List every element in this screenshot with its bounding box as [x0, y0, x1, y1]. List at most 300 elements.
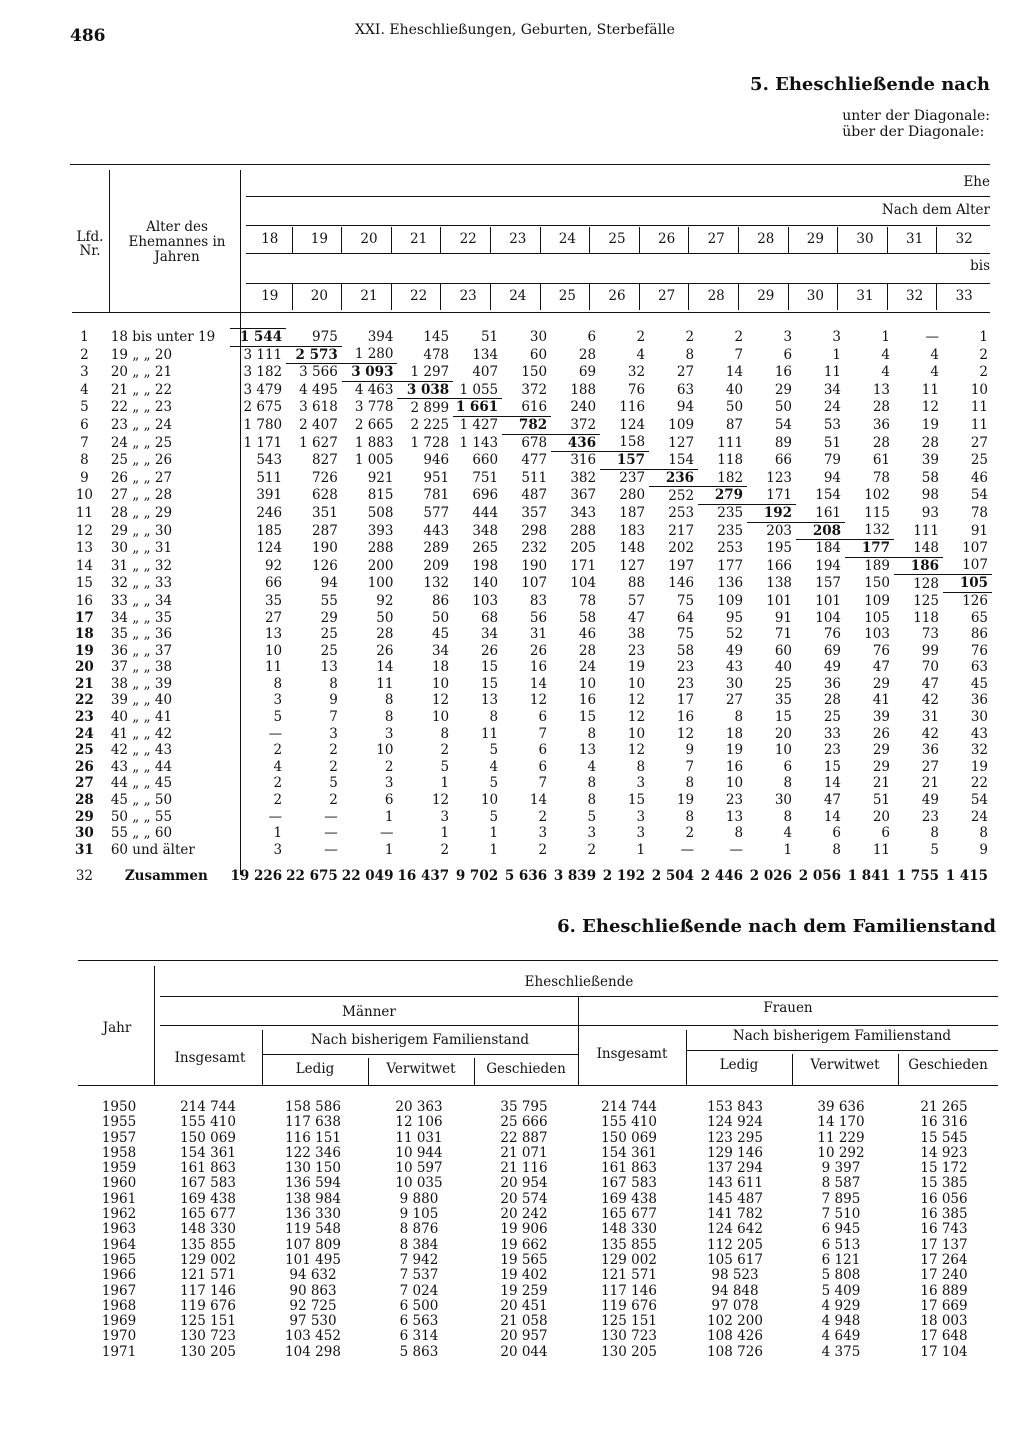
table-row	[72, 434, 992, 452]
table-cell: 158	[619, 434, 646, 451]
table-cell: 28	[578, 642, 597, 659]
table-cell: 93	[921, 504, 939, 521]
table-cell: 43	[725, 659, 744, 676]
table-cell: 8	[783, 808, 793, 825]
age-col-header: 19	[261, 288, 279, 304]
table-cell: 14	[376, 659, 394, 676]
table-cell: 2	[979, 346, 988, 363]
women-cell: 10 292	[817, 1144, 865, 1161]
table-row	[82, 1176, 994, 1191]
age-col-header: 32	[906, 288, 924, 304]
table-cell: 105	[943, 575, 992, 593]
jahr-header: Jahr	[102, 1020, 132, 1036]
table-cell: 316	[570, 452, 597, 469]
table-cell: 101	[815, 592, 842, 609]
row-number: 8	[80, 452, 89, 469]
table-cell: 1	[636, 841, 646, 858]
table-row	[72, 557, 992, 575]
table-cell: 3 778	[354, 399, 394, 416]
year-cell: 1965	[101, 1251, 137, 1268]
women-cell: 6 121	[821, 1251, 861, 1268]
age-group-label: 29 „ „ 30	[110, 522, 173, 539]
table-cell: 3	[329, 725, 338, 742]
table-cell: 53	[823, 416, 842, 433]
table-cell: 69	[823, 642, 842, 659]
table-cell: 357	[521, 504, 548, 521]
table-cell: 8	[832, 841, 842, 858]
table-cell: 3 111	[243, 346, 283, 363]
table-cell: 19	[627, 659, 646, 676]
table-cell: 47	[921, 675, 939, 692]
table-cell: 28	[872, 434, 890, 451]
table5-subrule-4	[246, 283, 990, 284]
row-number: 14	[75, 557, 93, 574]
age-col-divider	[490, 227, 491, 253]
table-cell: 26	[480, 642, 499, 659]
table-cell: 12	[676, 725, 695, 742]
table-cell: 111	[717, 434, 744, 451]
women-cell: 97 078	[711, 1297, 759, 1314]
table-cell: 54	[774, 416, 793, 433]
table-cell: 71	[774, 626, 793, 643]
row-number: 25	[75, 742, 94, 759]
table-cell: 26	[872, 725, 890, 742]
table-cell: —	[268, 725, 283, 742]
total-cell: 1 415	[945, 868, 988, 885]
table5-subrule-3	[246, 253, 990, 254]
row-number: 21	[75, 675, 94, 692]
table-cell: 15	[774, 709, 793, 726]
men-cell: 9 880	[399, 1190, 439, 1207]
table-cell: 1 728	[410, 434, 450, 451]
table-row	[82, 1131, 994, 1146]
table-cell: 79	[823, 452, 842, 469]
table-row	[82, 1100, 994, 1115]
table-cell: 10	[264, 642, 283, 659]
table-cell: 63	[970, 659, 988, 676]
table-cell: 3	[636, 825, 646, 842]
women-cell: 125 151	[601, 1313, 657, 1330]
table-cell: 29	[774, 381, 793, 398]
row-number: 13	[75, 540, 93, 557]
age-group-label: 41 „ „ 42	[110, 725, 173, 742]
women-cell: 102 200	[707, 1313, 763, 1330]
total-cell: 3 839	[553, 868, 597, 885]
men-cell: 10 597	[395, 1160, 443, 1177]
table-cell: 543	[256, 452, 283, 469]
table-cell: 40	[774, 659, 793, 676]
table-cell: 443	[423, 522, 450, 539]
table-cell: 54	[970, 792, 988, 809]
age-group-label: 20 „ „ 21	[110, 364, 173, 381]
age-group-label: 43 „ „ 44	[110, 758, 173, 775]
table-cell: 12	[627, 692, 646, 709]
table-row	[82, 1268, 994, 1283]
table-cell: 815	[367, 487, 394, 504]
age-col-divider	[887, 227, 888, 253]
table-cell: 628	[312, 487, 338, 504]
table-cell: 18	[725, 725, 744, 742]
table-cell: 10	[970, 381, 988, 398]
men-cell: 8 384	[399, 1236, 439, 1253]
age-col-divider	[639, 227, 640, 253]
table-cell: 58	[578, 609, 597, 626]
age-col-header: 30	[856, 231, 874, 247]
table-cell: 9	[329, 692, 338, 709]
table-cell: 8	[685, 775, 695, 792]
men-cell: 19 259	[500, 1282, 548, 1299]
age-col-header: 30	[806, 288, 824, 304]
table-cell: 921	[367, 469, 394, 486]
year-cell: 1958	[101, 1144, 137, 1161]
age-group-label: 40 „ „ 41	[110, 709, 173, 726]
men-cell: 121 571	[180, 1267, 236, 1284]
table-cell: 3 479	[243, 381, 283, 398]
table-cell: 10	[480, 792, 499, 809]
table-cell: 27	[970, 434, 988, 451]
table-cell: 2	[329, 742, 338, 759]
table-cell: 2	[538, 808, 548, 825]
table-cell: 4 495	[299, 381, 338, 398]
table-cell: 11	[823, 364, 842, 381]
table-cell: 27	[921, 758, 939, 775]
age-col-divider	[490, 284, 491, 310]
men-cell: 97 530	[289, 1313, 337, 1330]
table-cell: 391	[256, 487, 283, 504]
table-cell: 34	[431, 642, 450, 659]
table-cell: 287	[312, 522, 338, 539]
table-row	[72, 329, 992, 347]
table-cell: 13	[578, 742, 597, 759]
men-cell: 161 863	[180, 1160, 236, 1177]
men-cell: 21 071	[500, 1144, 548, 1161]
table-row	[82, 1284, 994, 1299]
table-cell: 36	[823, 675, 842, 692]
table-cell: 382	[570, 469, 597, 486]
table-cell: 50	[431, 609, 450, 626]
age-group-label: 38 „ „ 39	[110, 675, 173, 692]
age-group-label: 28 „ „ 29	[110, 504, 173, 521]
table-cell: 58	[921, 469, 939, 486]
age-col-divider	[540, 227, 541, 253]
table-cell: 65	[970, 609, 988, 626]
table-row	[72, 676, 992, 693]
table-cell: 10	[725, 775, 744, 792]
men-cell: 116 151	[285, 1129, 341, 1146]
table-cell: 367	[570, 487, 597, 504]
table-cell: 478	[423, 346, 450, 363]
nach-bisherigem-m-header: Nach bisherigem Familienstand	[310, 1032, 530, 1048]
total-cell: 2 446	[700, 868, 744, 885]
year-cell: 1969	[101, 1313, 137, 1330]
table-cell: 29	[872, 758, 890, 775]
table-cell: 1 297	[410, 363, 450, 380]
table-cell: 19	[676, 792, 695, 809]
table-cell: 32	[627, 364, 646, 381]
men-cell: 214 744	[180, 1099, 236, 1115]
age-group-label: 35 „ „ 36	[110, 626, 173, 643]
table-cell: 8	[587, 775, 597, 792]
men-cell: 10 944	[395, 1144, 443, 1161]
women-cell: 150 069	[601, 1129, 657, 1146]
table-cell: 34	[823, 381, 842, 398]
table-cell: 157	[815, 575, 842, 592]
row-number: 5	[80, 399, 89, 416]
men-cell: 7 537	[399, 1267, 439, 1284]
table-cell: 393	[367, 522, 394, 539]
diagonal-note-below: unter der Diagonale:	[842, 108, 990, 124]
table-cell: 678	[521, 434, 548, 451]
table-cell: 70	[921, 659, 939, 676]
table-cell: 46	[970, 469, 988, 486]
table-cell: 7	[734, 346, 744, 363]
year-cell: 1964	[101, 1236, 137, 1253]
women-cell: 17 669	[920, 1297, 968, 1314]
table-cell: 13	[264, 626, 283, 643]
table-cell: 75	[676, 626, 695, 643]
table-row	[72, 381, 992, 399]
table-cell: 289	[423, 540, 450, 557]
women-cell: 145 487	[707, 1190, 763, 1207]
age-col-header: 18	[261, 231, 279, 247]
age-col-divider	[936, 284, 937, 310]
men-cell: 21 058	[500, 1313, 548, 1330]
table-cell: 1	[384, 841, 394, 858]
table-cell: 16	[529, 659, 548, 676]
age-col-divider	[788, 227, 789, 253]
year-cell: 1950	[101, 1099, 137, 1115]
women-cell: 11 229	[817, 1129, 865, 1146]
table-row	[72, 504, 992, 522]
row-number: 20	[75, 659, 94, 676]
table6-top-rule	[78, 960, 998, 961]
table-cell: —	[680, 841, 695, 858]
table-cell: 22	[970, 775, 988, 792]
table-row	[72, 626, 992, 643]
women-cell: 16 056	[920, 1190, 968, 1207]
table-row	[82, 1207, 994, 1222]
page-number: 486	[70, 26, 106, 46]
table-cell: 2 407	[299, 416, 338, 433]
table-cell: 136	[717, 575, 744, 592]
total-cell: 5 636	[504, 868, 548, 885]
table-cell: 54	[970, 487, 988, 504]
table-row	[82, 1115, 994, 1130]
table-cell: 209	[423, 557, 450, 574]
table-cell: 2 573	[286, 346, 342, 364]
insgesamt-m-header: Insgesamt	[174, 1050, 246, 1066]
table-cell: 2	[636, 329, 646, 345]
men-cell: 125 151	[180, 1313, 236, 1330]
table5-title: 5. Eheschließende nach	[750, 74, 990, 95]
age-col-divider	[639, 284, 640, 310]
table-cell: 16	[774, 364, 793, 381]
table-row	[72, 452, 992, 470]
women-cell: 130 205	[601, 1343, 657, 1360]
table-cell: 150	[521, 364, 548, 381]
table6-subrule-men	[262, 1054, 578, 1055]
women-cell: 153 843	[707, 1099, 763, 1115]
age-col-header: 19	[310, 231, 328, 247]
age-group-label: 45 „ „ 50	[110, 792, 173, 809]
row-number: 19	[75, 642, 94, 659]
table-cell: 92	[376, 592, 394, 609]
table-cell: 3	[832, 329, 842, 345]
table-cell: 18	[431, 659, 450, 676]
table-cell: 3	[538, 825, 548, 842]
table-cell: 12	[627, 742, 646, 759]
table6-body	[82, 1100, 994, 1360]
women-cell: 124 924	[707, 1114, 763, 1131]
row-number: 4	[80, 381, 89, 398]
table-cell: —	[324, 825, 338, 842]
table-cell: 58	[676, 642, 695, 659]
men-cell: 117 146	[180, 1282, 236, 1299]
women-cell: 17 104	[920, 1343, 968, 1360]
table-cell: 444	[472, 504, 499, 521]
table-cell: 8	[636, 758, 646, 775]
women-cell: 119 676	[601, 1297, 657, 1314]
table-cell: 4	[273, 758, 283, 775]
table-cell: 1 280	[354, 346, 394, 363]
table-cell: 4	[881, 364, 890, 381]
table-cell: 15	[578, 709, 597, 726]
table-cell: 7	[538, 775, 548, 792]
age-col-header: 31	[906, 231, 924, 247]
table-cell: 23	[676, 659, 695, 676]
age-col-divider	[688, 284, 689, 310]
men-cell: 20 574	[500, 1190, 548, 1207]
table-cell: 23	[627, 642, 646, 659]
row-number: 26	[75, 758, 94, 775]
table-cell: 12	[431, 792, 450, 809]
table-cell: 4	[587, 758, 597, 775]
men-cell: 92 725	[289, 1297, 337, 1314]
table-cell: 10	[578, 675, 597, 692]
table-row	[72, 792, 992, 809]
men-cell: 6 500	[399, 1297, 439, 1314]
table-cell: 12	[529, 692, 548, 709]
row-number: 23	[75, 709, 94, 726]
table-cell: 24	[578, 659, 597, 676]
age-col-divider	[589, 284, 590, 310]
table-cell: 4	[930, 346, 939, 363]
age-col-header: 26	[658, 231, 676, 247]
age-group-label: 22 „ „ 23	[110, 399, 173, 416]
age-col-header: 22	[459, 231, 477, 247]
men-cell: 130 205	[180, 1343, 236, 1360]
table-cell: 3	[273, 692, 283, 709]
women-cell: 17 137	[920, 1236, 968, 1253]
women-cell: 141 782	[707, 1206, 763, 1223]
women-cell: 108 726	[707, 1343, 763, 1360]
table-cell: 16	[725, 758, 744, 775]
row-number: 30	[75, 825, 94, 842]
table-cell: 138	[766, 575, 793, 592]
table-cell: 252	[668, 487, 695, 504]
table-cell: 237	[619, 470, 646, 486]
table-cell: 511	[521, 469, 548, 486]
table-row	[72, 346, 992, 364]
table-row	[82, 1146, 994, 1161]
table-cell: 127	[668, 434, 695, 451]
age-col-divider	[440, 284, 441, 310]
table-cell: 951	[423, 469, 450, 486]
table-cell: 8	[734, 709, 744, 726]
table-row	[82, 1299, 994, 1314]
table-cell: 25	[970, 452, 988, 469]
table-cell: 49	[921, 792, 939, 809]
age-group-label: 25 „ „ 26	[110, 452, 173, 469]
women-cell: 7 510	[821, 1206, 861, 1223]
table-cell: 235	[717, 505, 744, 522]
table-cell: 1 780	[243, 416, 283, 433]
table-cell: 2 899	[410, 399, 450, 416]
age-col-divider	[391, 227, 392, 253]
table-cell: 5	[489, 775, 499, 792]
total-cell: 2 026	[749, 868, 793, 885]
table-cell: 30	[529, 329, 548, 345]
total-cell: 2 192	[602, 868, 646, 885]
table-cell: 14	[529, 675, 548, 692]
row-number: 28	[75, 792, 94, 809]
table-cell: 52	[725, 626, 744, 643]
table-cell: 66	[774, 452, 793, 469]
insgesamt-f-header: Insgesamt	[596, 1046, 668, 1062]
women-cell: 155 410	[601, 1114, 657, 1131]
table-cell: 10	[774, 742, 793, 759]
table-cell: 116	[619, 399, 646, 416]
table-row	[72, 416, 992, 434]
table-row	[72, 575, 992, 593]
table-cell: 10	[376, 742, 394, 759]
table-cell: 9	[685, 742, 695, 759]
table-cell: 1 005	[354, 452, 394, 469]
table-cell: 171	[570, 557, 597, 574]
diagonal-note-above: über der Diagonale:	[842, 124, 985, 140]
age-col-divider	[589, 227, 590, 253]
table-cell: 184	[815, 540, 842, 557]
age-col-header: 32	[955, 231, 973, 247]
table-cell: 11	[480, 725, 499, 742]
table-cell: 171	[766, 487, 793, 504]
table5-divider-nr	[109, 170, 110, 312]
table-cell: 61	[872, 452, 890, 469]
table-cell: 8	[329, 675, 338, 692]
age-col-divider	[292, 227, 293, 253]
women-cell: 5 808	[821, 1267, 861, 1284]
table-cell: 132	[864, 522, 890, 539]
table-cell: 157	[600, 452, 649, 470]
men-cell: 104 298	[285, 1343, 341, 1360]
table-cell: 35	[264, 592, 283, 609]
frauen-header: Frauen	[763, 1000, 813, 1016]
women-cell: 137 294	[707, 1160, 763, 1177]
age-group-label: 42 „ „ 43	[110, 742, 173, 759]
age-col-header: 20	[310, 288, 328, 304]
table-cell: 1	[832, 346, 842, 363]
table-cell: 73	[921, 626, 939, 643]
table-cell: 975	[312, 328, 338, 345]
table-cell: 8	[685, 346, 695, 363]
maenner-header: Männer	[342, 1004, 396, 1020]
table-cell: 185	[256, 522, 283, 539]
table-cell: 13	[725, 808, 744, 825]
table-cell: 86	[431, 592, 450, 609]
table-cell: 4	[881, 346, 890, 363]
table-cell: 42	[921, 725, 939, 742]
women-cell: 124 642	[707, 1221, 763, 1238]
